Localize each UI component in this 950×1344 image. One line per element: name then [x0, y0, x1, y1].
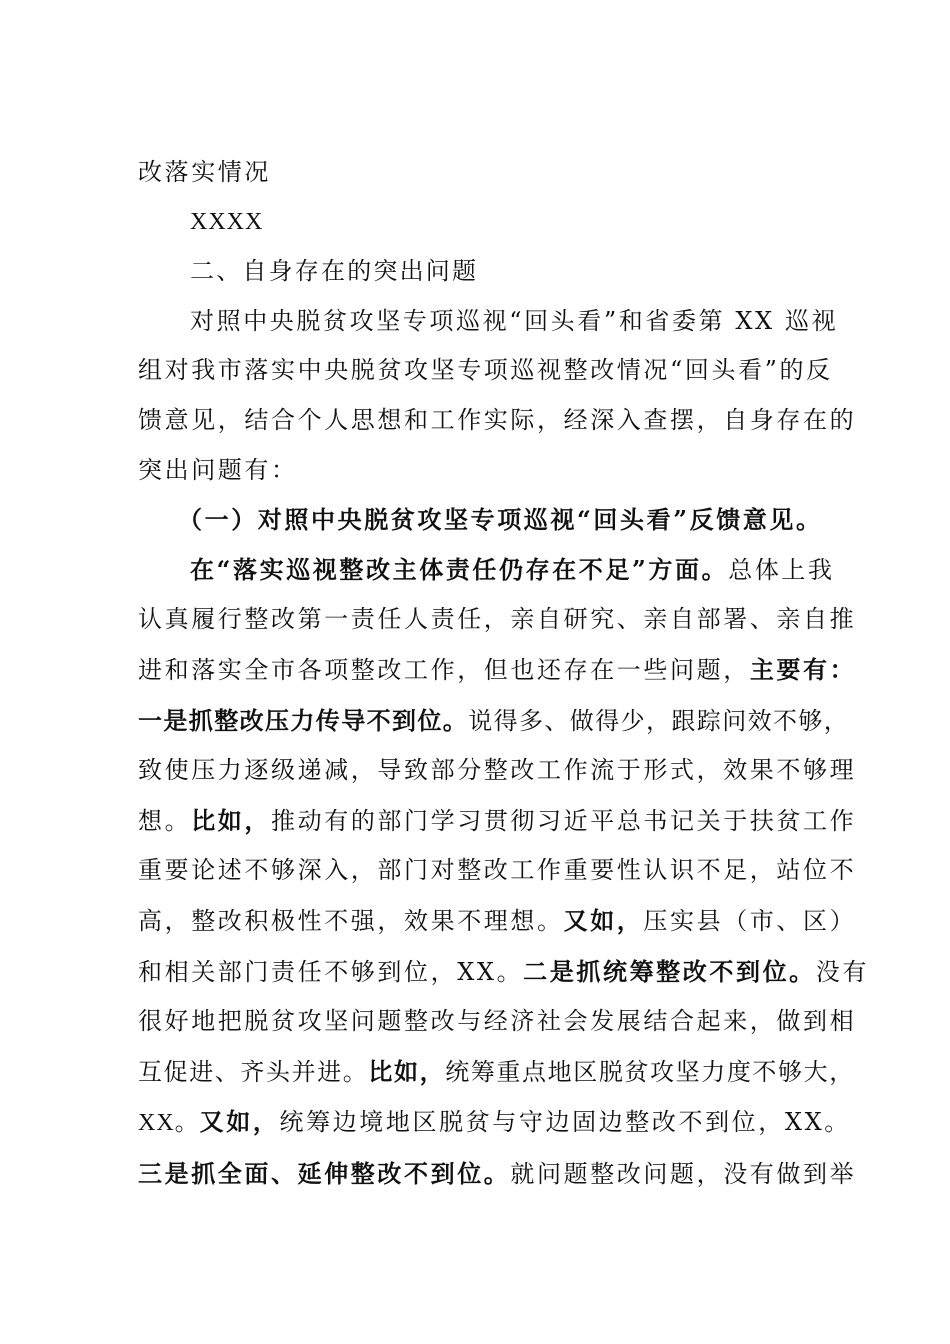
text-run: 统筹重点地区脱贫攻坚力度不够大，: [445, 1057, 855, 1086]
bold-phrase: 在“落实巡视整改主体责任仍存在不足”方面。: [190, 554, 729, 584]
text-line: [138, 1097, 850, 1149]
text-run: 和相关部门责任不够到位，XX。: [138, 957, 524, 986]
text-run: 推动有的部门学习贯彻习近平总书记关于扶贫工作: [271, 806, 857, 835]
text-line: 突出问题有：: [138, 455, 298, 484]
text-line: 重要论述不够深入，部门对整改工作重要性认识不足，站位不: [138, 856, 857, 885]
text-line: 很好地把脱贫攻坚问题整改与经济社会发展结合起来，做到相: [138, 1007, 857, 1036]
text-line: 馈意见，结合个人思想和工作实际，经深入查摆，自身存在的: [138, 405, 857, 434]
text-line: 对照中央脱贫攻坚专项巡视“回头看”和省委第 XX 巡视: [190, 306, 839, 335]
bold-phrase: 一是抓整改压力传导不到位。: [138, 705, 469, 735]
text-run: 压实县（市、区）: [643, 906, 857, 935]
text-line: [138, 947, 869, 998]
placeholder-line: XXXX: [190, 208, 264, 235]
text-line: 组对我市落实中央脱贫攻坚专项巡视整改情况“回头看”的反: [138, 356, 833, 385]
text-run: XX。: [138, 1110, 200, 1137]
subsection-heading: （一）对照中央脱贫攻坚专项巡视“回头看”反馈意见。: [178, 505, 823, 535]
text-line: [138, 696, 850, 747]
bold-phrase: 二是抓统筹整改不到位。: [523, 956, 816, 986]
text-line: 改落实情况: [138, 158, 271, 186]
text-run: 没有: [815, 957, 869, 986]
text-run: 说得多、做得少，跟踪问效不够，: [468, 706, 850, 735]
document-body: [138, 148, 869, 1199]
bold-phrase: 又如，: [199, 1107, 280, 1137]
bold-phrase: 主要有：: [749, 654, 857, 684]
text-line: [138, 645, 857, 696]
text-run: 高，整改积极性不强，效果不理想。: [138, 906, 564, 935]
text-line: [138, 1047, 855, 1098]
text-run: 想。: [138, 806, 192, 835]
text-line: 致使压力逐级递减，导致部分整改工作流于形式，效果不够理: [138, 756, 857, 785]
text-run: 统筹边境地区脱贫与守边固边整改不到位，XX。: [279, 1108, 851, 1137]
text-line: [138, 796, 857, 847]
bold-phrase: 比如，: [191, 805, 272, 835]
text-line: 认真履行整改第一责任人责任，亲自研究、亲自部署、亲自推: [138, 605, 857, 634]
text-run: 进和落实全市各项整改工作，但也还存在一些问题，: [138, 655, 750, 684]
bold-phrase: 又如，: [563, 905, 644, 935]
text-run: 就问题整改问题，没有做到举: [510, 1159, 857, 1188]
section-heading: 二、自身存在的突出问题: [190, 257, 479, 286]
bold-phrase: 三是抓全面、延伸整改不到位。: [138, 1158, 511, 1188]
text-run: 总体上我: [728, 555, 835, 584]
text-run: 互促进、齐头并进。: [138, 1057, 369, 1086]
text-line: [138, 545, 850, 596]
bold-phrase: 比如，: [368, 1056, 446, 1086]
text-line: [138, 896, 857, 947]
text-line: [138, 1149, 857, 1200]
